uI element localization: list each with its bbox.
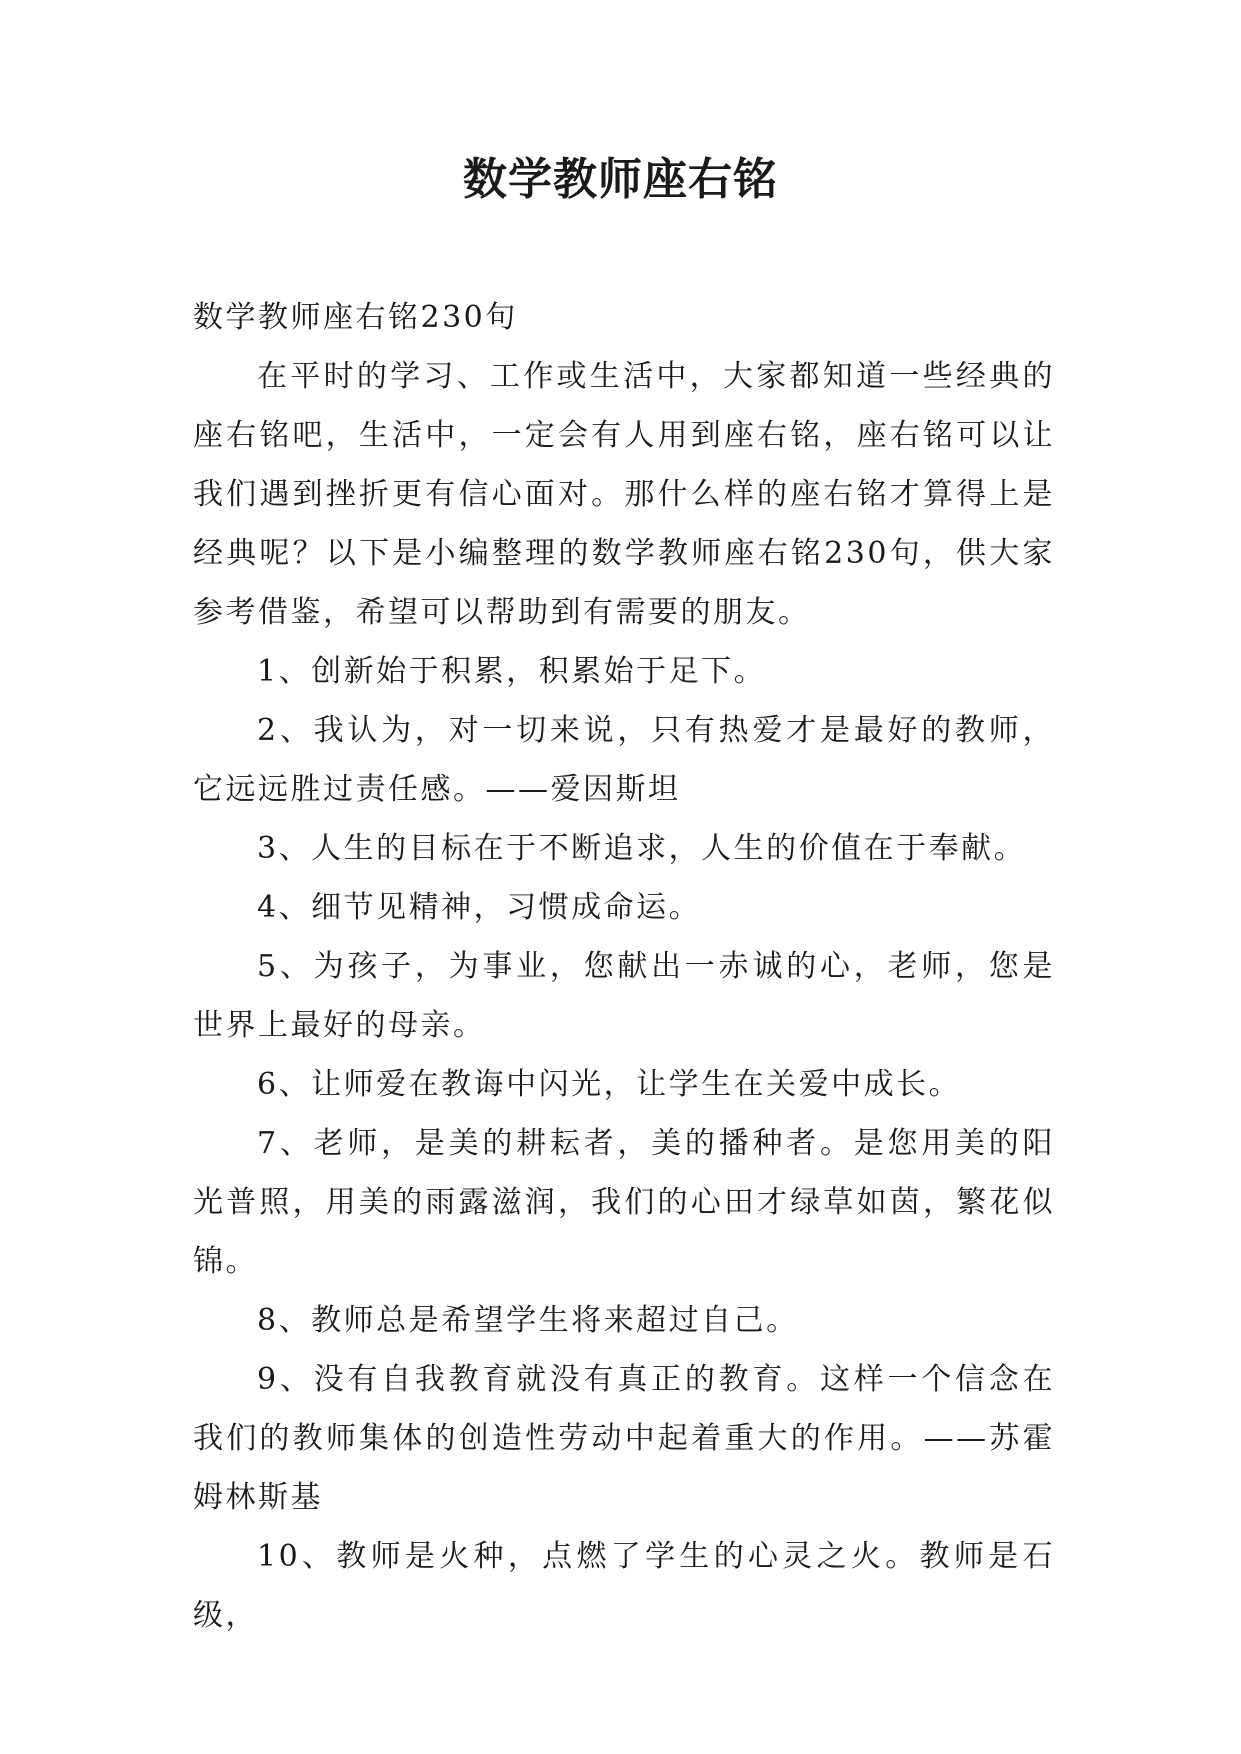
motto-item-4: 4、细节见精神，习惯成命运。 xyxy=(257,890,702,925)
motto-item-9: 9、没有自我教育就没有真正的教育。这样一个信念在我们的教师集体的创造性劳动中起着重大的作用。——苏霍姆林斯基 xyxy=(193,1362,1055,1515)
motto-item-1: 1、创新始于积累，积累始于足下。 xyxy=(257,654,767,689)
document-title: 数学教师座右铭 xyxy=(463,154,778,205)
document-subtitle: 数学教师座右铭230句 xyxy=(193,300,518,335)
motto-item-8: 8、教师总是希望学生将来超过自己。 xyxy=(257,1303,799,1338)
motto-item-3: 3、人生的目标在于不断追求，人生的价值在于奉献。 xyxy=(257,831,1027,866)
motto-item-5: 5、为孩子，为事业，您献出一赤诚的心，老师，您是世界上最好的母亲。 xyxy=(193,949,1055,1043)
motto-item-10: 10、教师是火种，点燃了学生的心灵之火。教师是石级， xyxy=(193,1539,1055,1633)
intro-paragraph: 在平时的学习、工作或生活中，大家都知道一些经典的座右铭吧，生活中，一定会有人用到座右铭，座右铭可以让我们遇到挫折更有信心面对。那什么样的座右铭才算得上是经典呢？以下是小编整理的数学教师座右铭230句，供大家参考借鉴，希望可以帮助到有需要的朋友。 xyxy=(193,359,1055,630)
motto-item-6: 6、让师爱在教诲中闪光，让学生在关爱中成长。 xyxy=(257,1067,962,1102)
motto-item-2: 2、我认为，对一切来说，只有热爱才是最好的教师，它远远胜过责任感。——爱因斯坦 xyxy=(193,713,1055,807)
document-body xyxy=(193,288,1055,1645)
motto-item-7: 7、老师，是美的耕耘者，美的播种者。是您用美的阳光普照，用美的雨露滋润，我们的心田才绿草如茵，繁花似锦。 xyxy=(193,1126,1055,1279)
